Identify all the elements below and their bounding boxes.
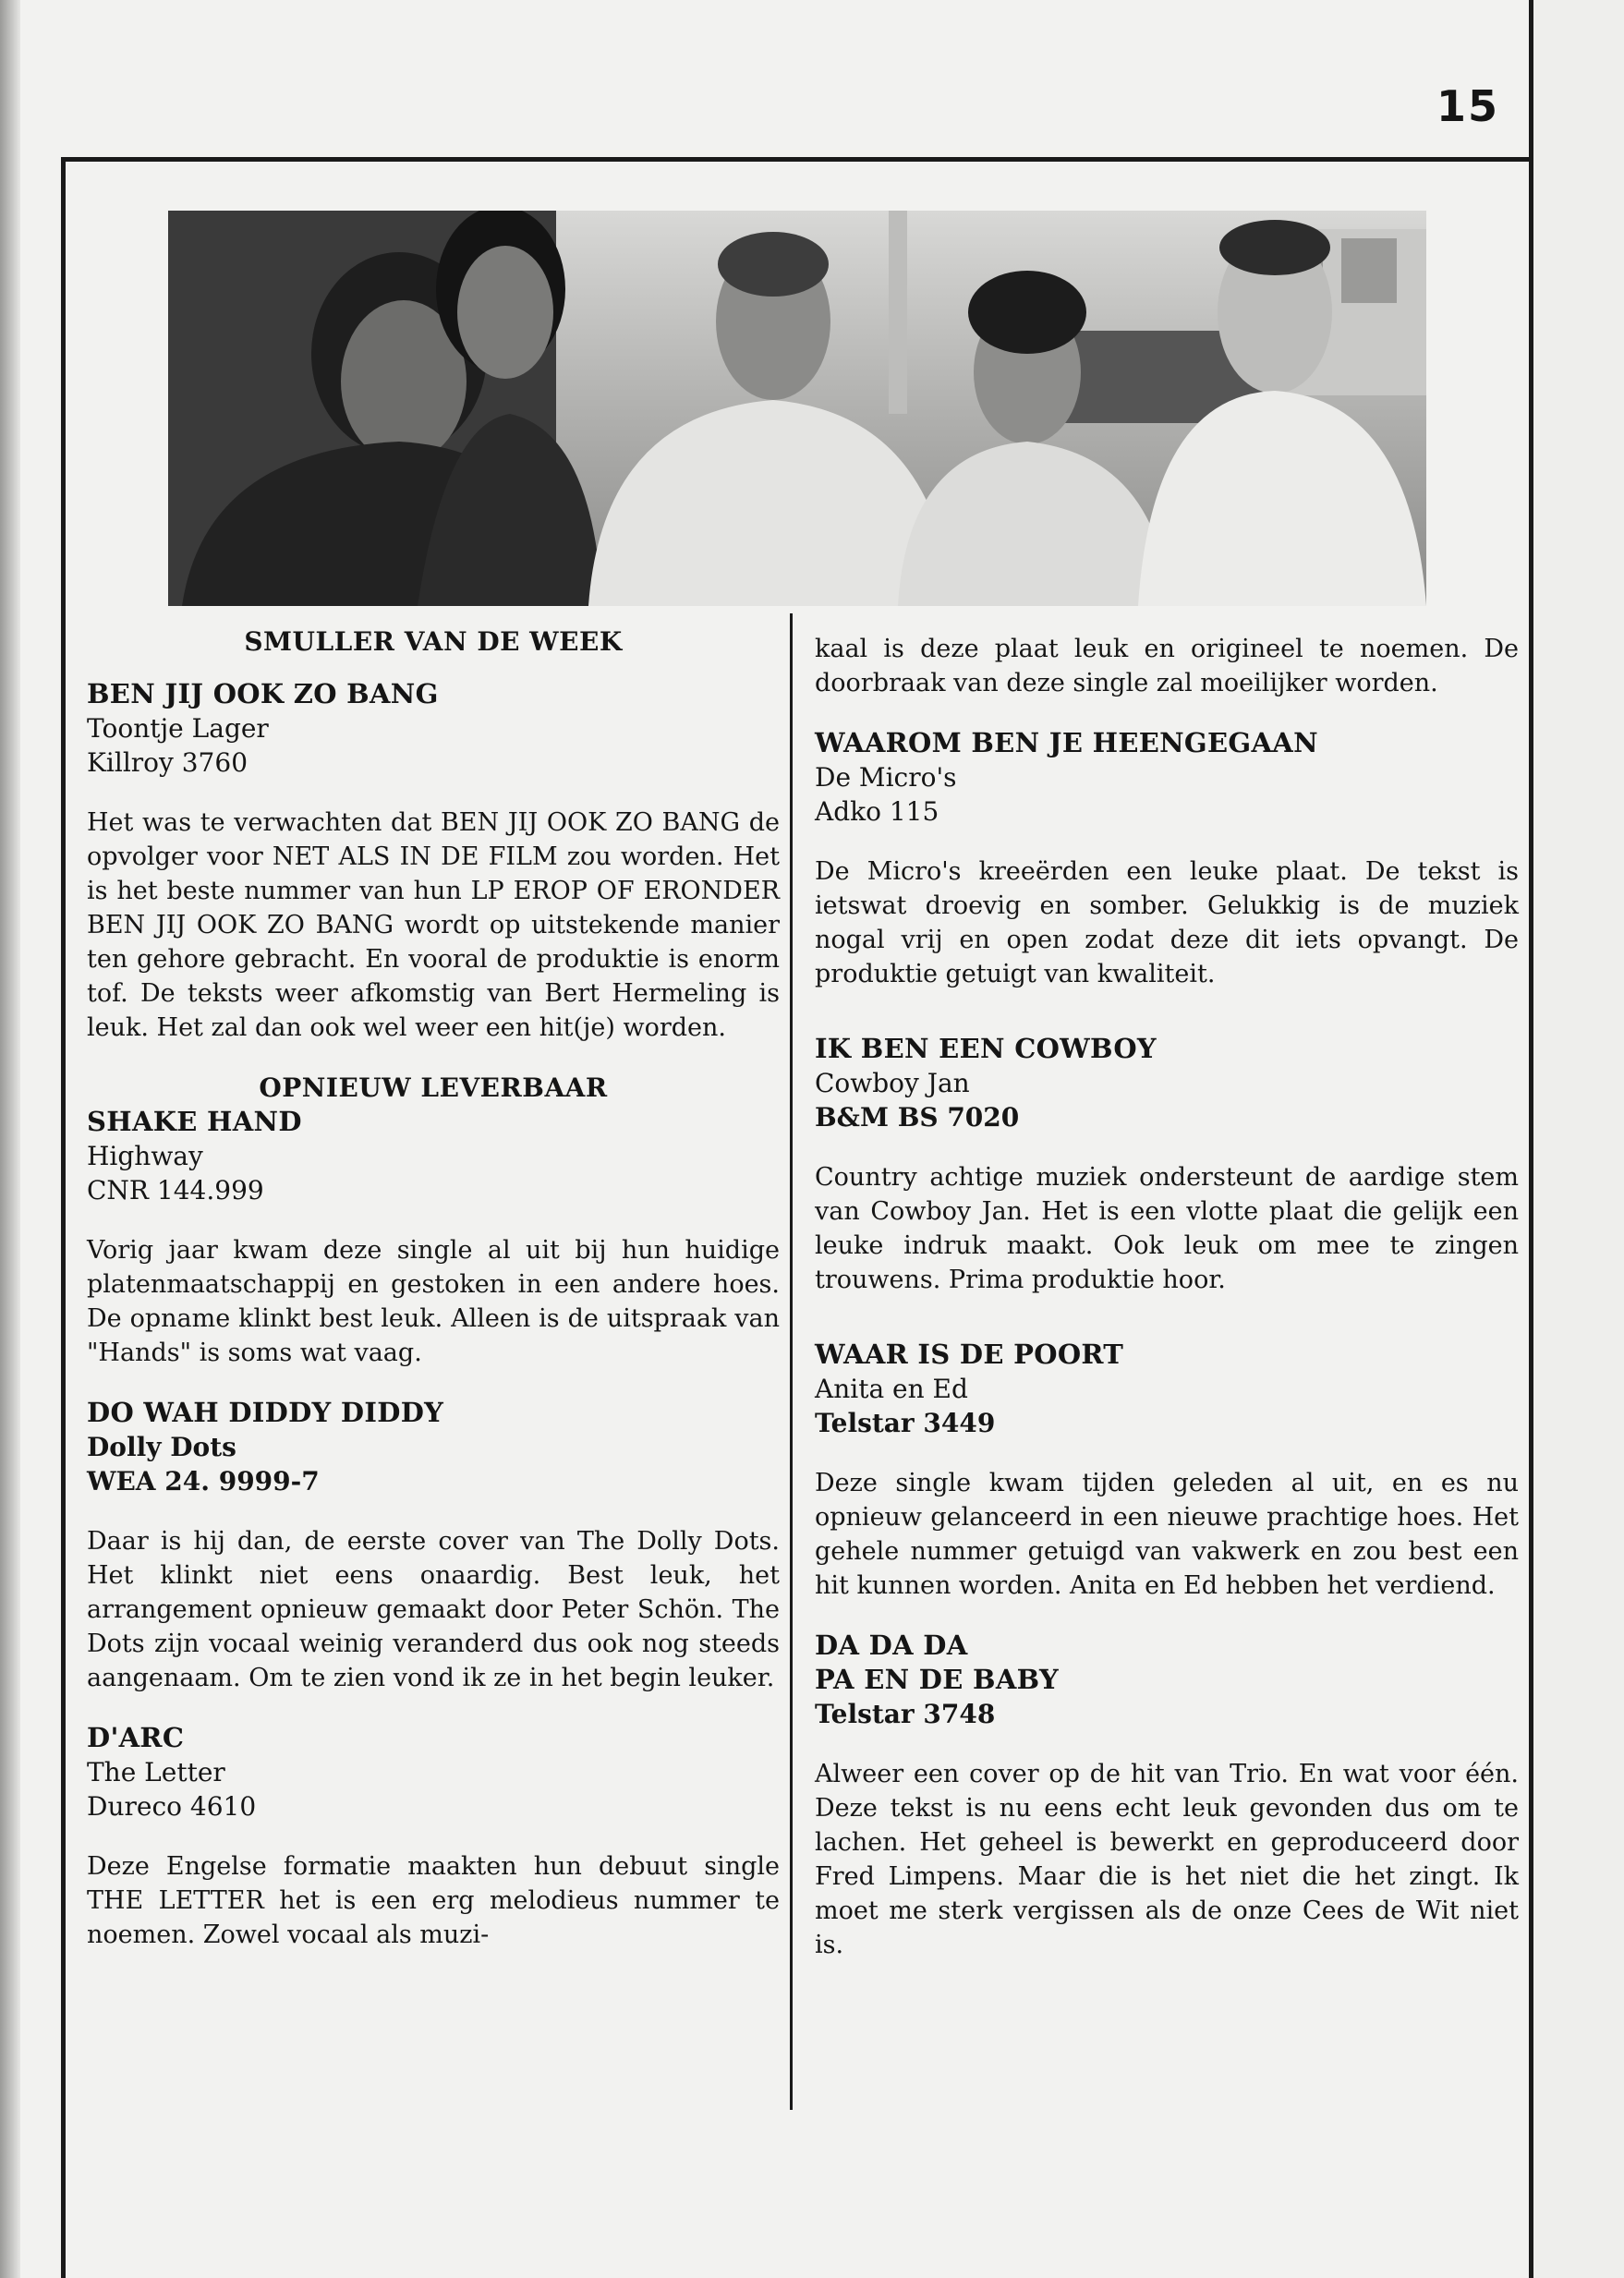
left-column	[87, 624, 780, 1952]
record-artist: Cowboy Jan	[815, 1068, 970, 1098]
right-column	[815, 632, 1519, 1962]
review-text: Vorig jaar kwam deze single al uit bij hun huidige platenmaatschappij en gestoken in een andere hoes. De opname klinkt best leuk. Alleen is de uitspraak van "Hands" is soms wat vaag.	[87, 1236, 780, 1367]
frame-right-rule	[1529, 0, 1533, 2278]
record-catalog: Dureco 4610	[87, 1791, 257, 1822]
record-catalog: B&M BS 7020	[815, 1102, 1020, 1133]
record-title-line2: PA EN DE BABY	[815, 1664, 1059, 1695]
record-artist: De Micro's	[815, 762, 957, 793]
record-catalog: WEA 24. 9999-7	[87, 1466, 320, 1496]
review-text: De Micro's kreeërden een leuke plaat. De tekst is ietswat droevig en somber. Gelukkig is de muziek nogal vrij en open zodat deze dit iets opvangt. De produktie getuigt van kwaliteit.	[815, 857, 1519, 988]
page-edge	[1533, 0, 1624, 2278]
continued-review-text: kaal is deze plaat leuk en origineel te noemen. De doorbraak van deze single zal moeilijker worden.	[815, 635, 1519, 697]
record-catalog: Telstar 3748	[815, 1699, 996, 1729]
record-review	[87, 1105, 780, 1370]
frame-left-rule	[61, 157, 66, 2278]
record-review	[87, 1396, 780, 1695]
record-review	[815, 1032, 1519, 1297]
record-title: WAAROM BEN JE HEENGEGAAN	[815, 727, 1318, 758]
section-heading-leverbaar: OPNIEUW LEVERBAAR	[259, 1072, 608, 1103]
page-number: 15	[1436, 81, 1500, 131]
record-title: BEN JIJ OOK ZO BANG	[87, 678, 439, 709]
record-title: SHAKE HAND	[87, 1106, 302, 1137]
record-catalog: Telstar 3449	[815, 1408, 996, 1438]
binding-shadow	[0, 0, 20, 2278]
record-artist: Dolly Dots	[87, 1432, 236, 1462]
record-artist: Anita en Ed	[815, 1374, 968, 1404]
review-text: Deze Engelse formatie maakten hun debuut single THE LETTER het is een erg melodieus nummer te noemen. Zowel vocaal als muzi-	[87, 1852, 780, 1949]
review-text: Deze single kwam tijden geleden al uit, en es nu opnieuw gelanceerd in een nieuwe prachtige hoes. Het gehele nummer getuigd van vakwerk en zou best een hit kunnen worden. Anita en Ed hebben het verdiend.	[815, 1469, 1519, 1600]
record-review	[815, 726, 1519, 991]
record-review	[87, 677, 780, 1045]
record-artist: Highway	[87, 1141, 203, 1171]
band-photo	[168, 211, 1426, 606]
review-text: Het was te verwachten dat BEN JIJ OOK ZO BANG de opvolger voor NET ALS IN DE FILM zou worden. Het is het beste nummer van hun LP EROP OF ERONDER BEN JIJ OOK ZO BANG wordt op uitstekende manier ten gehore gebracht. En vooral de produktie is enorm tof. De teksts weer afkomstig van Bert Hermeling is leuk. Het zal dan ook wel weer een hit(je) worden.	[87, 808, 780, 1042]
frame-top-rule	[61, 157, 1533, 162]
record-title: D'ARC	[87, 1722, 185, 1753]
record-catalog: Adko 115	[815, 796, 939, 827]
review-text: Alweer een cover op de hit van Trio. En wat voor één. Deze tekst is nu eens echt leuk gevonden dus om te lachen. Het geheel is bewerkt en geproduceerd door Fred Limpens. Maar die is het niet die het zingt. Ik moet me sterk vergissen als de onze Cees de Wit niet is.	[815, 1760, 1519, 1959]
record-title: DA DA DA	[815, 1630, 968, 1661]
record-catalog: CNR 144.999	[87, 1175, 264, 1206]
record-review	[815, 1629, 1519, 1962]
record-artist: The Letter	[87, 1757, 225, 1787]
section-heading-smuller: SMULLER VAN DE WEEK	[244, 626, 623, 657]
review-text: Daar is hij dan, de eerste cover van The Dolly Dots. Het klinkt niet eens onaardig. Best leuk, het arrangement opnieuw gemaakt door Peter Schön. The Dots zijn vocaal weinig veranderd dus ook nog steeds aangenaam. Om te zien vond ik ze in het begin leuker.	[87, 1527, 780, 1692]
record-title: WAAR IS DE POORT	[815, 1339, 1124, 1370]
record-title: IK BEN EEN COWBOY	[815, 1033, 1157, 1064]
record-review	[815, 1338, 1519, 1603]
review-text: Country achtige muziek ondersteunt de aardige stem van Cowboy Jan. Het is een vlotte plaat die gelijk een leuke indruk maakt. Ook leuk om mee te zingen trouwens. Prima produktie hoor.	[815, 1163, 1519, 1294]
record-artist: Toontje Lager	[87, 713, 269, 744]
record-catalog: Killroy 3760	[87, 747, 248, 778]
record-review	[87, 1721, 780, 1952]
record-title: DO WAH DIDDY DIDDY	[87, 1397, 444, 1428]
column-divider	[790, 613, 793, 2110]
